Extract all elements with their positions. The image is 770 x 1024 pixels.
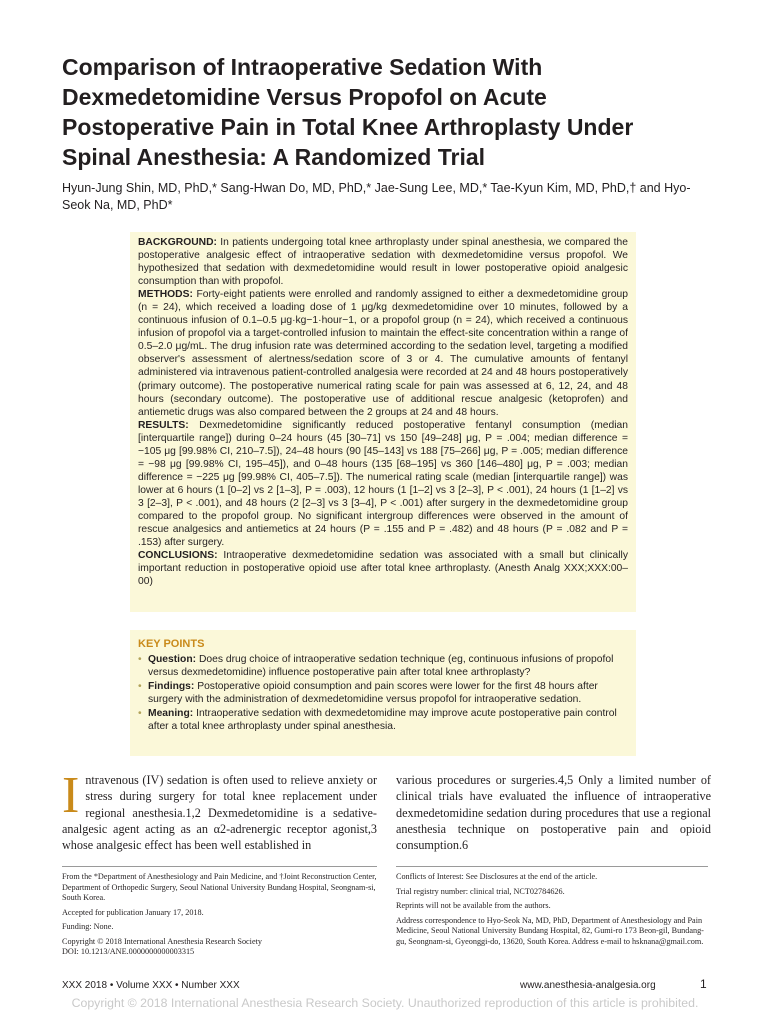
footer-website: www.anesthesia-analgesia.org	[520, 980, 656, 991]
footnotes-right	[396, 872, 708, 951]
key-point-text: Intraoperative sedation with dexmedetomidine may improve acute postoperative pain control after a total knee arthroplasty under spinal anesthesia.	[148, 708, 617, 732]
key-point-item	[138, 707, 628, 733]
footnote-funding: Funding: None.	[62, 922, 114, 931]
key-point-label: Findings:	[148, 681, 195, 692]
footnote-trial-registry: Trial registry number: clinical trial, NCT02784626.	[396, 886, 565, 896]
body-column-right: various procedures or surgeries.4,5 Only a limited number of clinical trials have evaluated the influence of intraoperative dexmedetomidine sedation during procedures that use a regional anesthesia technique on postoperative pain and opioid consumption.6	[396, 773, 711, 853]
footnote-conflicts: Conflicts of Interest: See Disclosures at the end of the article.	[396, 872, 598, 881]
abstract-box	[130, 232, 636, 612]
footnote-correspondence: Address correspondence to Hyo-Seok Na, MD, PhD, Department of Anesthesiology and Pain Medicine, Seoul National University Bundang Hospital, 82, Gumi-ro 173 Beon-gil, Bundang-gu, Seongnam-si, Gyeonggi-do, 13620, South Korea. Address e-mail to hsknana@gmail.com.	[396, 915, 704, 946]
author-list: Hyun-Jung Shin, MD, PhD,* Sang-Hwan Do, MD, PhD,* Jae-Sung Lee, MD,* Tae-Kyun Kim, MD, PhD,† and Hyo-Seok Na, MD, PhD*	[62, 181, 691, 212]
abstract-results	[138, 419, 628, 549]
article-title: Comparison of Intraoperative Sedation With Dexmedetomidine Versus Propofol on Acute Postoperative Pain in Total Knee Arthroplasty Under Spinal Anesthesia: A Randomized Trial	[62, 54, 634, 170]
abstract-background	[138, 236, 628, 288]
results-text: Dexmedetomidine significantly reduced postoperative fentanyl consumption (median [interquartile range]) during 0–24 hours (45 [30–71] vs 150 [49–248] μg, P = .004; median difference = −105 μg [99.98% CI, 210–7.5]), 24–48 hours (90 [45–143] vs 188 [75–266] μg, P = .005; median difference = −98 μg [99.98% CI, 195–45]), and 0–48 hours (135 [68–195] vs 360 [146–480] μg, P = .003; median difference = −225 μg [99.98% CI, 405–7.5]). The numerical rating scale (median [interquartile range]) was lower at 6 hours (1 [0–2] vs 2 [1–3], P = .003), 12 hours (1 [1–2] vs 3 [2–3], P < .001), 24 hours (1 [1–2] vs 3 [2–3], P < .001), and 48 hours (2 [2–3] vs 3 [3–4], P < .001) after surgery in the dexmedetomidine group compared to the propofol group. No significant intergroup differences were observed in the amount of rescue analgesics and antiemetics at 24 hours (P = .155 and P = .482) and 48 hours (P = .082 and P = .153) after surgery.	[138, 419, 628, 549]
methods-text: Forty-eight patients were enrolled and randomly assigned to either a dexmedetomidine group (n = 24), which received a loading dose of 1 μg/kg dexmedetomidine over 10 minutes, followed by a continuous infusion of 0.1–0.5 μg·kg−1·hour−1, or a propofol group (n = 24), which received a continuous infusion of propofol via a target-controlled infusion to maintain the effect-site concentration within a range of 0.5–2.0 μg/mL. The drug infusion rate was determined according to the sedation level, targeting a modified observer's assessment of alertness/sedation score of 3 or 4. The cumulative amounts of fentanyl administered via intravenous patient-controlled analgesia were recorded at 24 and 48 hours postoperatively (primary outcome). The postoperative numerical rating scale for pain was assessed at 6, 12, 24, and 48 hours (secondary outcome). The postoperative use of additional rescue analgesic (ketoprofen) and antiemetic drugs was also compared between the 2 groups at 24 and 48 hours.	[138, 289, 628, 418]
abstract-conclusions	[138, 549, 628, 588]
conclusions-label: CONCLUSIONS:	[138, 550, 218, 562]
background-text: In patients undergoing total knee arthroplasty under spinal anesthesia, we compared the postoperative analgesic effect of intraoperative sedation with dexmedetomidine versus propofol. We hypothesized that sedation with dexmedetomidine would result in lower postoperative opioid analgesic consumption than with propofol.	[138, 237, 628, 288]
key-point-text: Postoperative opioid consumption and pain scores were lower for the first 48 hours after surgery with the administration of dexmedetomidine versus propofol for intraoperative sedation.	[148, 681, 598, 705]
footnote-doi: DOI: 10.1213/ANE.0000000000003315	[62, 947, 195, 956]
key-point-text: Does drug choice of intraoperative sedation technique (eg, continuous infusions of propofol versus dexmedetomidine) influence postoperative pain after total knee arthroplasty?	[148, 654, 614, 678]
bullet-icon: •	[138, 681, 142, 692]
abstract-methods	[138, 288, 628, 418]
footnote-affiliations: From the *Department of Anesthesiology and Pain Medicine, and †Joint Reconstruction Center, Department of Orthopedic Surgery, Seoul National University Bundang Hospital, Seongnam-si, South Korea.	[62, 872, 377, 902]
methods-label: METHODS:	[138, 289, 193, 301]
body-text-left: ntravenous (IV) sedation is often used to relieve anxiety or stress during surgery for total knee replacement under regional anesthesia.1,2 Dexmedetomidine is a sedative-analgesic agent acting as an α2-adrenergic receptor agonist,3 whose analgesic effect has been well established in	[62, 773, 377, 853]
footnote-divider-right	[396, 866, 708, 867]
key-point-item	[138, 680, 628, 706]
key-point-label: Question:	[148, 654, 197, 665]
bullet-icon: •	[138, 654, 142, 665]
footnote-accepted: Accepted for publication January 17, 2018.	[62, 907, 204, 917]
conclusions-text: Intraoperative dexmedetomidine sedation was associated with a small but clinically important reduction in postoperative opioid use after total knee arthroplasty. (Anesth Analg XXX;XXX:00–00)	[138, 550, 628, 588]
drop-cap: I	[62, 767, 80, 824]
page-number: 1	[700, 977, 707, 991]
results-label: RESULTS:	[138, 419, 189, 431]
copyright-watermark: Copyright © 2018 International Anesthesia Research Society. Unauthorized reproduction of this article is prohibited.	[71, 996, 699, 1010]
background-label: BACKGROUND:	[138, 237, 217, 248]
footer-issue: XXX 2018 • Volume XXX • Number XXX	[62, 980, 240, 991]
body-column-left	[62, 767, 377, 853]
footnote-divider-left	[62, 866, 377, 867]
key-points-heading: KEY POINTS	[138, 638, 205, 650]
footnote-reprints: Reprints will not be available from the authors.	[396, 901, 551, 910]
key-point-label: Meaning:	[148, 708, 194, 719]
key-points-box	[130, 630, 636, 756]
footnote-copyright: Copyright © 2018 International Anesthesia Research Society	[62, 936, 262, 946]
bullet-icon: •	[138, 708, 142, 719]
key-point-item	[138, 653, 628, 679]
footnotes-left	[62, 872, 377, 962]
